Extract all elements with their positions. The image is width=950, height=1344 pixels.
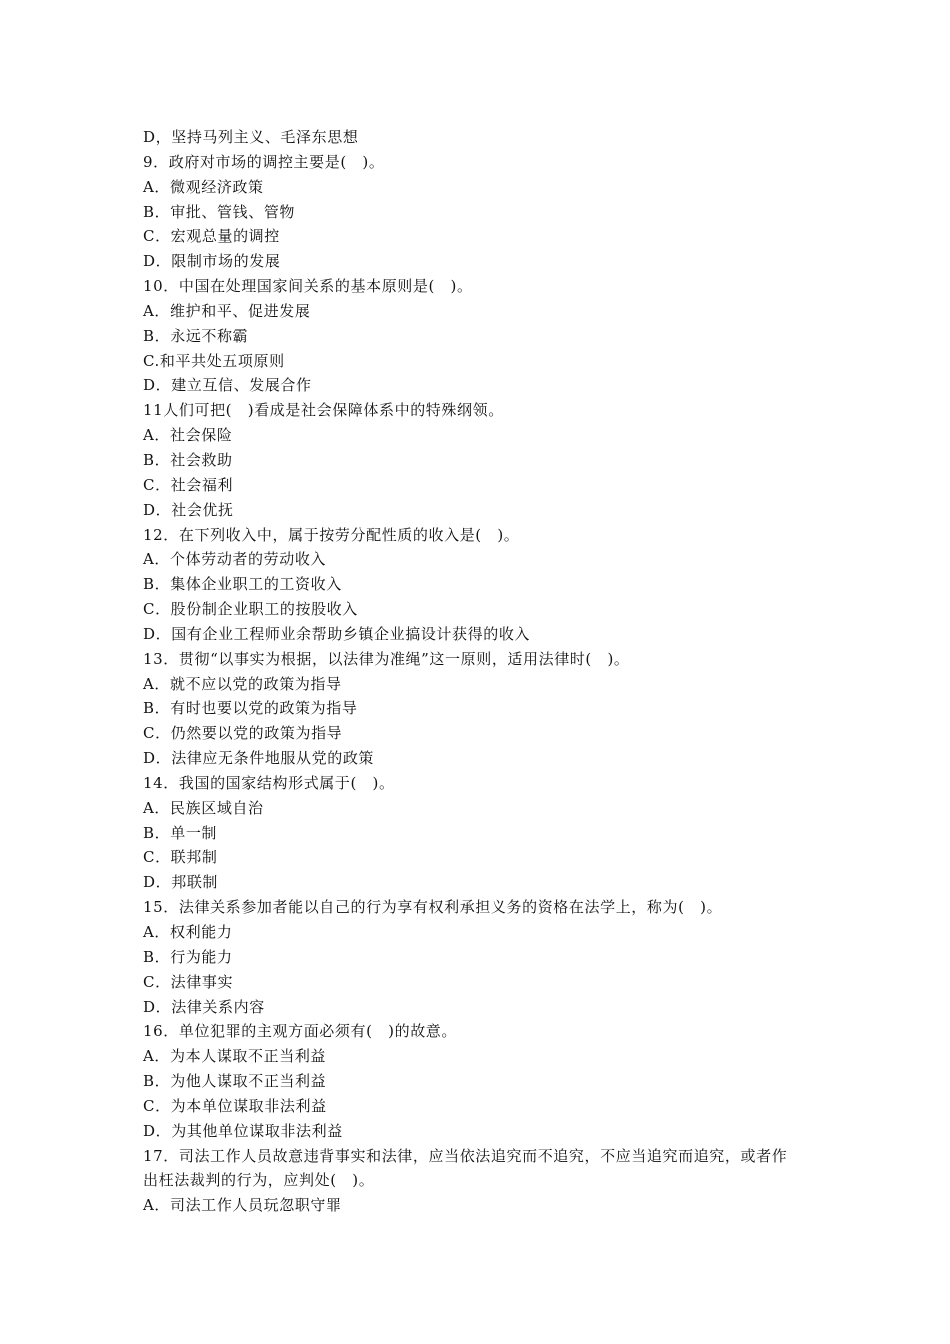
text-line: A．微观经济政策 <box>143 177 264 196</box>
text-line: 15．法律关系参加者能以自己的行为享有权利承担义务的资格在法学上，称为( )。 <box>143 898 723 917</box>
text-line: 9．政府对市场的调控主要是( )。 <box>143 152 385 171</box>
text-line: B．有时也要以党的政策为指导 <box>143 699 358 718</box>
text-line: 11人们可把( )看成是社会保障体系中的特殊纲领。 <box>143 401 504 420</box>
text-line: D．国有企业工程师业余帮助乡镇企业搞设计获得的收入 <box>143 624 531 643</box>
text-line: C．仍然要以党的政策为指导 <box>143 724 343 743</box>
text-line: D．法律应无条件地服从党的政策 <box>143 749 375 768</box>
text-line: A．社会保险 <box>143 426 233 445</box>
text-line: C．联邦制 <box>143 848 218 867</box>
text-line: D．限制市场的发展 <box>143 252 281 271</box>
text-line: D．为其他单位谋取非法利益 <box>143 1121 343 1140</box>
text-line: C．法律事实 <box>143 972 234 991</box>
text-line: A．个体劳动者的劳动收入 <box>143 550 327 569</box>
text-line: C．宏观总量的调控 <box>143 227 280 246</box>
document-body <box>143 125 823 1218</box>
text-line: 10．中国在处理国家间关系的基本原则是( )。 <box>143 277 473 296</box>
text-line: A．司法工作人员玩忽职守罪 <box>143 1196 342 1215</box>
text-line: C．社会福利 <box>143 475 234 494</box>
text-line: C．股份制企业职工的按股收入 <box>143 600 358 619</box>
text-line: C.和平共处五项原则 <box>143 351 285 370</box>
text-line: B．审批、管钱、管物 <box>143 202 296 221</box>
text-line: 13．贯彻“以事实为根据，以法律为准绳”这一原则，适用法律时( )。 <box>143 649 630 668</box>
text-line: B．集体企业职工的工资收入 <box>143 575 342 594</box>
text-line: A．民族区域自治 <box>143 798 264 817</box>
text-line: A．为本人谋取不正当利益 <box>143 1047 327 1066</box>
text-line: A．权利能力 <box>143 923 233 941</box>
text-line: A．维护和平、促进发展 <box>143 301 311 320</box>
text-line: D．邦联制 <box>143 873 219 892</box>
text-line: B．社会救助 <box>143 450 233 469</box>
text-line: 17．司法工作人员故意违背事实和法律，应当依法追究而不追究，不应当追究而追究，或者作 <box>143 1146 788 1165</box>
text-line: D．社会优抚 <box>143 500 234 519</box>
text-line: B．永远不称霸 <box>143 326 249 345</box>
text-line: B．单一制 <box>143 823 218 842</box>
text-line: A．就不应以党的政策为指导 <box>143 674 342 693</box>
text-line: 12．在下列收入中，属于按劳分配性质的收入是( )。 <box>143 525 520 544</box>
text-line: B．行为能力 <box>143 947 233 966</box>
text-line: D，坚持马列主义、毛泽东思想 <box>143 128 359 146</box>
text-line: D．建立互信、发展合作 <box>143 376 312 395</box>
text-line: C．为本单位谋取非法利益 <box>143 1096 327 1115</box>
text-line: 14．我国的国家结构形式属于( )。 <box>143 773 395 792</box>
text-line: D．法律关系内容 <box>143 997 265 1016</box>
text-line: B．为他人谋取不正当利益 <box>143 1072 327 1091</box>
text-line: 16．单位犯罪的主观方面必须有( )的故意。 <box>143 1022 457 1041</box>
text-line: 出枉法裁判的行为，应判处( )。 <box>143 1171 375 1190</box>
